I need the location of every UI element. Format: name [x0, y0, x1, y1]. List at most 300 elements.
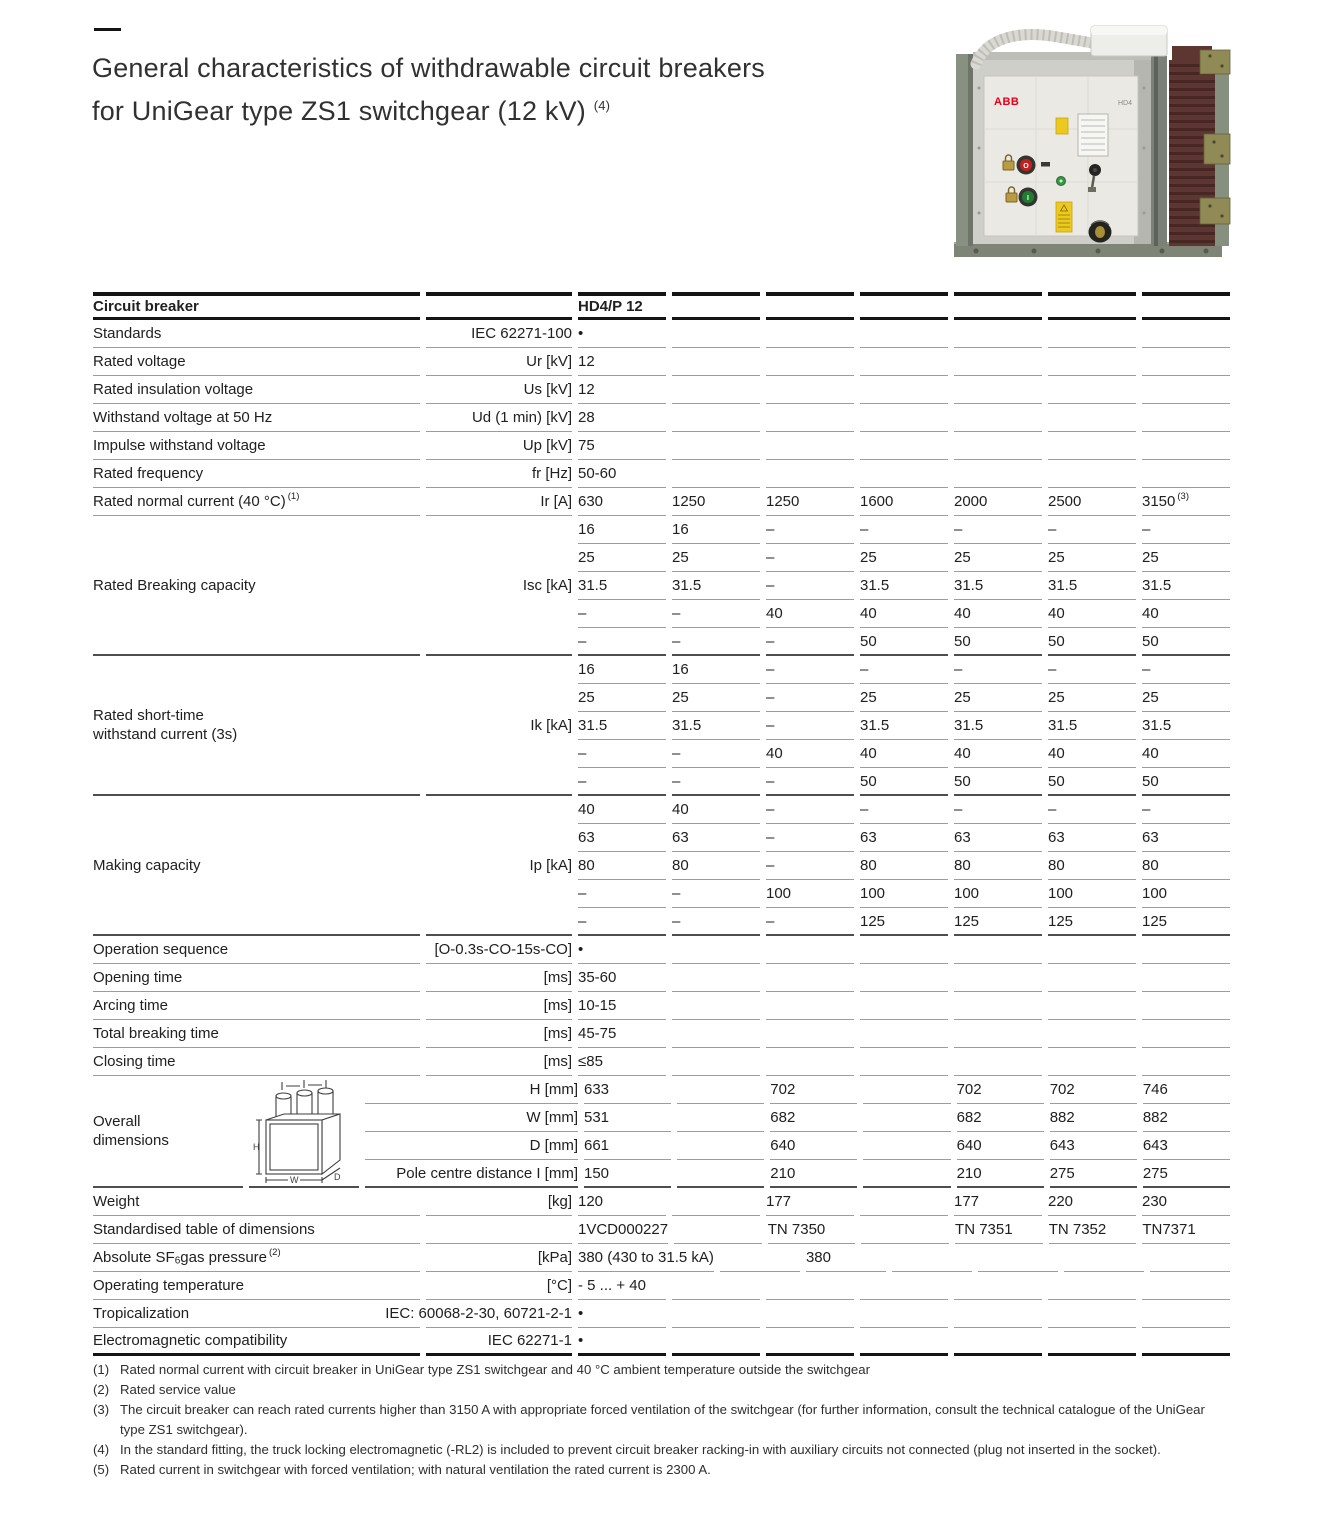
row-value — [677, 1132, 764, 1160]
table-row — [93, 460, 1230, 488]
row-value: 63 — [1048, 824, 1136, 852]
row-value: 50 — [954, 628, 1042, 656]
text-part: Rated short-time — [93, 707, 204, 724]
row-value: 31.5 — [954, 712, 1042, 740]
row-value: 640 — [957, 1132, 1044, 1160]
row-value: 25 — [954, 544, 1042, 572]
row-label: Opening time — [93, 964, 420, 992]
row-value: 640 — [770, 1132, 857, 1160]
row-value: – — [766, 796, 854, 824]
row-value — [860, 1328, 948, 1356]
footnote-number: (4) — [93, 1442, 110, 1457]
row-value — [672, 1300, 760, 1328]
footnote-number: (3) — [93, 1402, 110, 1417]
row-value: – — [672, 880, 760, 908]
row-value: 531 — [584, 1104, 671, 1132]
row-value — [863, 1132, 950, 1160]
row-value — [1142, 432, 1230, 460]
row-value: 2000 — [954, 488, 1042, 516]
row-value: – — [1142, 516, 1230, 544]
footnote — [93, 1360, 1233, 1380]
row-value: 80 — [672, 852, 760, 880]
row-value — [1048, 936, 1136, 964]
row-value: 40 — [954, 740, 1042, 768]
row-value: 746 — [1143, 1076, 1230, 1104]
row-value — [766, 404, 854, 432]
row-value: – — [860, 516, 948, 544]
row-value: 50 — [1048, 768, 1136, 796]
row-unit: Us [kV] — [426, 376, 572, 404]
row-value: – — [766, 712, 854, 740]
row-value — [672, 936, 760, 964]
spring-indicator-dot — [1060, 180, 1063, 183]
row-value: 210 — [957, 1160, 1044, 1188]
row-value: 63 — [672, 824, 760, 852]
row-value: 25 — [672, 684, 760, 712]
row-value: 63 — [954, 824, 1042, 852]
row-value: 25 — [860, 544, 948, 572]
row-value: 40 — [860, 600, 948, 628]
row-label: Electromagnetic compatibility — [93, 1328, 420, 1356]
row-value — [1142, 320, 1230, 348]
row-value: – — [954, 796, 1042, 824]
row-value — [1142, 1272, 1230, 1300]
left-frame — [956, 54, 970, 246]
row-unit: [ms] — [426, 964, 572, 992]
row-value: 2500 — [1048, 488, 1136, 516]
row-value: – — [1142, 796, 1230, 824]
row-value — [1142, 964, 1230, 992]
row-value: 25 — [1048, 544, 1136, 572]
row-value — [677, 1104, 764, 1132]
table-row — [93, 1020, 1230, 1048]
row-value: ≤85 — [578, 1048, 666, 1076]
footnote-text: Rated service value — [120, 1382, 236, 1397]
row-value — [766, 1300, 854, 1328]
diagram-lines — [256, 1080, 340, 1183]
side-channel-shadow — [1154, 56, 1158, 246]
row-label: Standardised table of dimensions — [93, 1216, 420, 1244]
row-value — [1150, 1244, 1230, 1272]
row-value: – — [860, 656, 948, 684]
table-header-spacer — [426, 292, 572, 320]
row-value: – — [954, 516, 1042, 544]
row-value — [1064, 1244, 1144, 1272]
row-value: – — [766, 516, 854, 544]
table-row-group-dimensions — [93, 1076, 1230, 1188]
row-value: 25 — [954, 684, 1042, 712]
row-value: 80 — [860, 852, 948, 880]
row-value: – — [1048, 656, 1136, 684]
row-value: 150 — [584, 1160, 671, 1188]
row-value: 80 — [578, 852, 666, 880]
yellow-sticker-small — [1056, 118, 1068, 134]
row-value: 380 (430 to 31.5 kA) — [578, 1244, 714, 1272]
row-value — [860, 964, 948, 992]
row-value: – — [578, 740, 666, 768]
row-value: 31.5 — [1142, 712, 1230, 740]
row-value: 125 — [954, 908, 1042, 936]
box-side — [322, 1114, 340, 1174]
row-value — [860, 432, 948, 460]
table-header-spacer — [954, 292, 1042, 320]
table-row — [93, 992, 1230, 1020]
row-value — [672, 1188, 760, 1216]
row-value — [1142, 936, 1230, 964]
row-value — [677, 1160, 764, 1188]
text-part: (1) — [287, 491, 300, 502]
table-header-label: Circuit breaker — [93, 292, 420, 320]
row-value: 31.5 — [578, 712, 666, 740]
row-value: – — [766, 684, 854, 712]
spec-table-rows — [93, 292, 1230, 1356]
row-unit: [°C] — [426, 1272, 572, 1300]
row-unit: [ms] — [426, 1048, 572, 1076]
row-value — [1048, 1328, 1136, 1356]
row-value: 1250 — [766, 488, 854, 516]
row-value — [860, 1300, 948, 1328]
footnote-text: Rated normal current with circuit breaker in UniGear type ZS1 switchgear and 40 °C ambient temperature outside the switchgear — [120, 1362, 870, 1377]
page-title-footnote-ref: (4) — [593, 98, 611, 113]
row-value: 25 — [578, 544, 666, 572]
row-value — [672, 1272, 760, 1300]
row-unit: Isc [kA] — [426, 516, 572, 656]
row-value — [672, 1048, 760, 1076]
row-value: 75 — [578, 432, 666, 460]
row-value: 40 — [1048, 740, 1136, 768]
row-unit: IEC 62271-100 — [426, 320, 572, 348]
row-value: – — [1142, 656, 1230, 684]
row-value: 177 — [954, 1188, 1042, 1216]
row-value: 50 — [1142, 768, 1230, 796]
row-value — [892, 1244, 972, 1272]
row-value — [1048, 376, 1136, 404]
table-row — [93, 376, 1230, 404]
label-lines — [93, 856, 201, 875]
row-value — [954, 1048, 1042, 1076]
table-header-value: HD4/P 12 — [578, 292, 666, 320]
row-value: – — [766, 824, 854, 852]
spec-table — [93, 292, 1230, 1356]
row-value — [861, 1216, 949, 1244]
table-header-spacer — [860, 292, 948, 320]
table-row-group — [93, 656, 1230, 796]
row-value — [860, 348, 948, 376]
row-value: 630 — [578, 488, 666, 516]
row-unit: D [mm] — [365, 1132, 578, 1160]
row-value — [1048, 1272, 1136, 1300]
plug-connector-top — [1091, 26, 1167, 35]
row-value: – — [672, 768, 760, 796]
row-value: 40 — [954, 600, 1042, 628]
row-value: 63 — [578, 824, 666, 852]
row-value — [677, 1076, 764, 1104]
page-title-line1: General characteristics of withdrawable circuit breakers — [92, 53, 765, 83]
row-value — [766, 460, 854, 488]
page-title-line2: for UniGear type ZS1 switchgear (12 kV) — [92, 96, 586, 126]
row-value — [766, 1328, 854, 1356]
row-value — [1142, 1020, 1230, 1048]
row-label — [93, 656, 420, 796]
footnote — [93, 1400, 1233, 1440]
row-value: 31.5 — [578, 572, 666, 600]
row-value: 230 — [1142, 1188, 1230, 1216]
row-value — [954, 1272, 1042, 1300]
row-value: 643 — [1050, 1132, 1137, 1160]
row-value: 882 — [1143, 1104, 1230, 1132]
row-value: 31.5 — [672, 712, 760, 740]
label-lines — [93, 706, 237, 744]
row-value — [954, 432, 1042, 460]
row-unit: [O-0.3s-CO-15s-CO] — [426, 936, 572, 964]
row-value: – — [672, 600, 760, 628]
footnote-number: (2) — [93, 1382, 110, 1397]
row-value: TN 7351 — [955, 1216, 1043, 1244]
row-value — [1048, 320, 1136, 348]
row-value: 16 — [578, 656, 666, 684]
row-value: 80 — [954, 852, 1042, 880]
footnote-text: Rated current in switchgear with forced ventilation; with natural ventilation the rated current is 2300 A. — [120, 1462, 711, 1477]
row-value — [860, 1188, 948, 1216]
left-frame-shadow — [968, 54, 973, 246]
row-value: – — [672, 908, 760, 936]
row-value — [1142, 1328, 1230, 1356]
row-value: 40 — [672, 796, 760, 824]
row-unit: Ur [kV] — [426, 348, 572, 376]
row-value — [672, 1020, 760, 1048]
row-value: 682 — [957, 1104, 1044, 1132]
row-label: Impulse withstand voltage — [93, 432, 420, 460]
table-row — [93, 936, 1230, 964]
text-part: (3) — [1177, 491, 1189, 502]
row-value: 31.5 — [1048, 712, 1136, 740]
row-value — [1048, 460, 1136, 488]
table-row — [93, 1188, 1230, 1216]
row-value: 40 — [766, 740, 854, 768]
row-value — [954, 1300, 1042, 1328]
table-row — [93, 348, 1230, 376]
row-value: – — [672, 740, 760, 768]
text-part: Rated normal current (40 °C) — [93, 493, 286, 510]
row-label — [93, 796, 420, 936]
row-unit: Ir [A] — [426, 488, 572, 516]
row-value: 25 — [1048, 684, 1136, 712]
row-label: Total breaking time — [93, 1020, 420, 1048]
row-value: TN7371 — [1142, 1216, 1230, 1244]
row-value: 120 — [578, 1188, 666, 1216]
row-value — [672, 404, 760, 432]
row-value: 661 — [584, 1132, 671, 1160]
row-unit: W [mm] — [365, 1104, 578, 1132]
text-part: Overall — [93, 1113, 141, 1130]
row-value: 10-15 — [578, 992, 666, 1020]
row-value: 31.5 — [954, 572, 1042, 600]
row-value — [766, 936, 854, 964]
row-value — [766, 376, 854, 404]
row-value: 643 — [1143, 1132, 1230, 1160]
row-value: 50 — [860, 628, 948, 656]
row-value: 702 — [770, 1076, 857, 1104]
text-part: 6 — [174, 1255, 181, 1267]
row-value: – — [1048, 516, 1136, 544]
row-value: 25 — [1142, 544, 1230, 572]
footnote — [93, 1460, 1233, 1480]
row-value — [1142, 1300, 1230, 1328]
row-value — [766, 320, 854, 348]
row-label: Weight — [93, 1188, 420, 1216]
row-value: 25 — [672, 544, 760, 572]
row-value: – — [954, 656, 1042, 684]
row-value — [766, 1272, 854, 1300]
row-value — [1142, 1048, 1230, 1076]
footnote-text: In the standard fitting, the truck locking electromagnetic (-RL2) is included to prevent circuit breaker racking-in with auxiliary circuits not connected (plug not inserted in the socket). — [120, 1442, 1161, 1457]
row-unit: Pole centre distance I [mm] — [365, 1160, 578, 1188]
row-value: – — [766, 768, 854, 796]
key-bow — [1088, 187, 1096, 192]
row-value — [1142, 348, 1230, 376]
table-row-group — [93, 516, 1230, 656]
table-row — [93, 488, 1230, 516]
row-label: Closing time — [93, 1048, 420, 1076]
row-value — [1142, 992, 1230, 1020]
row-value: 125 — [1048, 908, 1136, 936]
row-value: – — [578, 768, 666, 796]
row-value: – — [578, 880, 666, 908]
row-value: 63 — [1142, 824, 1230, 852]
row-value: 16 — [578, 516, 666, 544]
abb-logo: ABB — [994, 96, 1020, 108]
row-value — [1142, 488, 1230, 516]
row-value: 40 — [1142, 600, 1230, 628]
row-value — [863, 1104, 950, 1132]
row-value — [766, 1020, 854, 1048]
row-value — [860, 376, 948, 404]
open-button-label: O — [1023, 163, 1029, 170]
row-value: 12 — [578, 348, 666, 376]
row-value — [766, 348, 854, 376]
row-value — [1048, 1020, 1136, 1048]
row-label: Tropicalization — [93, 1300, 420, 1328]
row-value: 40 — [1142, 740, 1230, 768]
row-value: 35-60 — [578, 964, 666, 992]
row-value: 682 — [770, 1104, 857, 1132]
row-value: 125 — [860, 908, 948, 936]
row-value — [672, 320, 760, 348]
row-value: 80 — [1142, 852, 1230, 880]
row-value — [954, 936, 1042, 964]
row-value: 100 — [766, 880, 854, 908]
row-value — [860, 992, 948, 1020]
row-unit: Ud (1 min) [kV] — [426, 404, 572, 432]
row-value — [860, 1020, 948, 1048]
row-value — [1048, 432, 1136, 460]
row-value — [672, 348, 760, 376]
row-label — [93, 488, 420, 516]
table-header-spacer — [1142, 292, 1230, 320]
row-value — [672, 432, 760, 460]
row-value: 100 — [1142, 880, 1230, 908]
row-value: 100 — [860, 880, 948, 908]
row-unit: [ms] — [426, 1020, 572, 1048]
row-value: 12 — [578, 376, 666, 404]
table-header-row — [93, 292, 1230, 320]
label-lines — [93, 1112, 169, 1150]
table-row — [93, 432, 1230, 460]
row-value: 25 — [578, 684, 666, 712]
row-label: Arcing time — [93, 992, 420, 1020]
row-unit: fr [Hz] — [426, 460, 572, 488]
row-value: 80 — [1048, 852, 1136, 880]
row-value: – — [766, 572, 854, 600]
row-value: – — [766, 656, 854, 684]
row-value: 633 — [584, 1076, 671, 1104]
row-value: – — [860, 796, 948, 824]
footnote — [93, 1380, 1233, 1400]
row-value: 40 — [766, 600, 854, 628]
row-value — [860, 460, 948, 488]
row-value: • — [578, 320, 666, 348]
row-label: Operating temperature — [93, 1272, 420, 1300]
table-row — [93, 404, 1230, 432]
text-part: gas pressure — [180, 1249, 267, 1266]
pole-distance-ticks — [282, 1080, 326, 1090]
row-value: – — [1048, 796, 1136, 824]
row-value: - 5 ... + 40 — [578, 1272, 666, 1300]
row-value: – — [578, 628, 666, 656]
row-value — [860, 1048, 948, 1076]
row-value — [1048, 404, 1136, 432]
table-row — [93, 1300, 1230, 1328]
row-value — [672, 376, 760, 404]
row-value — [766, 992, 854, 1020]
row-value — [1142, 460, 1230, 488]
row-label — [93, 1244, 420, 1272]
row-value — [954, 964, 1042, 992]
text-part: Rated Breaking capacity — [93, 576, 256, 594]
table-row-group — [93, 796, 1230, 936]
box-front — [266, 1120, 322, 1174]
row-value: • — [578, 1328, 666, 1356]
row-label — [93, 516, 420, 656]
row-value: 125 — [1142, 908, 1230, 936]
row-label: Operation sequence — [93, 936, 420, 964]
footnote-number: (5) — [93, 1462, 110, 1477]
row-unit: IEC 62271-1 — [426, 1328, 572, 1356]
row-value: 380 — [806, 1244, 886, 1272]
row-value: – — [766, 628, 854, 656]
row-value — [954, 320, 1042, 348]
row-value: 275 — [1143, 1160, 1230, 1188]
row-label: Rated insulation voltage — [93, 376, 420, 404]
footnote — [93, 1440, 1233, 1460]
row-value: 50 — [860, 768, 948, 796]
row-value: 31.5 — [672, 572, 760, 600]
footnotes — [93, 1360, 1233, 1480]
row-value — [1142, 376, 1230, 404]
row-value — [766, 964, 854, 992]
row-value — [860, 936, 948, 964]
row-value — [766, 1048, 854, 1076]
footnote-number: (1) — [93, 1362, 110, 1377]
row-value: – — [578, 600, 666, 628]
page-title — [92, 50, 765, 130]
row-value: 1600 — [860, 488, 948, 516]
row-value — [954, 992, 1042, 1020]
row-value — [672, 1328, 760, 1356]
row-value: 63 — [860, 824, 948, 852]
row-value — [1048, 1300, 1136, 1328]
row-value: 50 — [1048, 628, 1136, 656]
